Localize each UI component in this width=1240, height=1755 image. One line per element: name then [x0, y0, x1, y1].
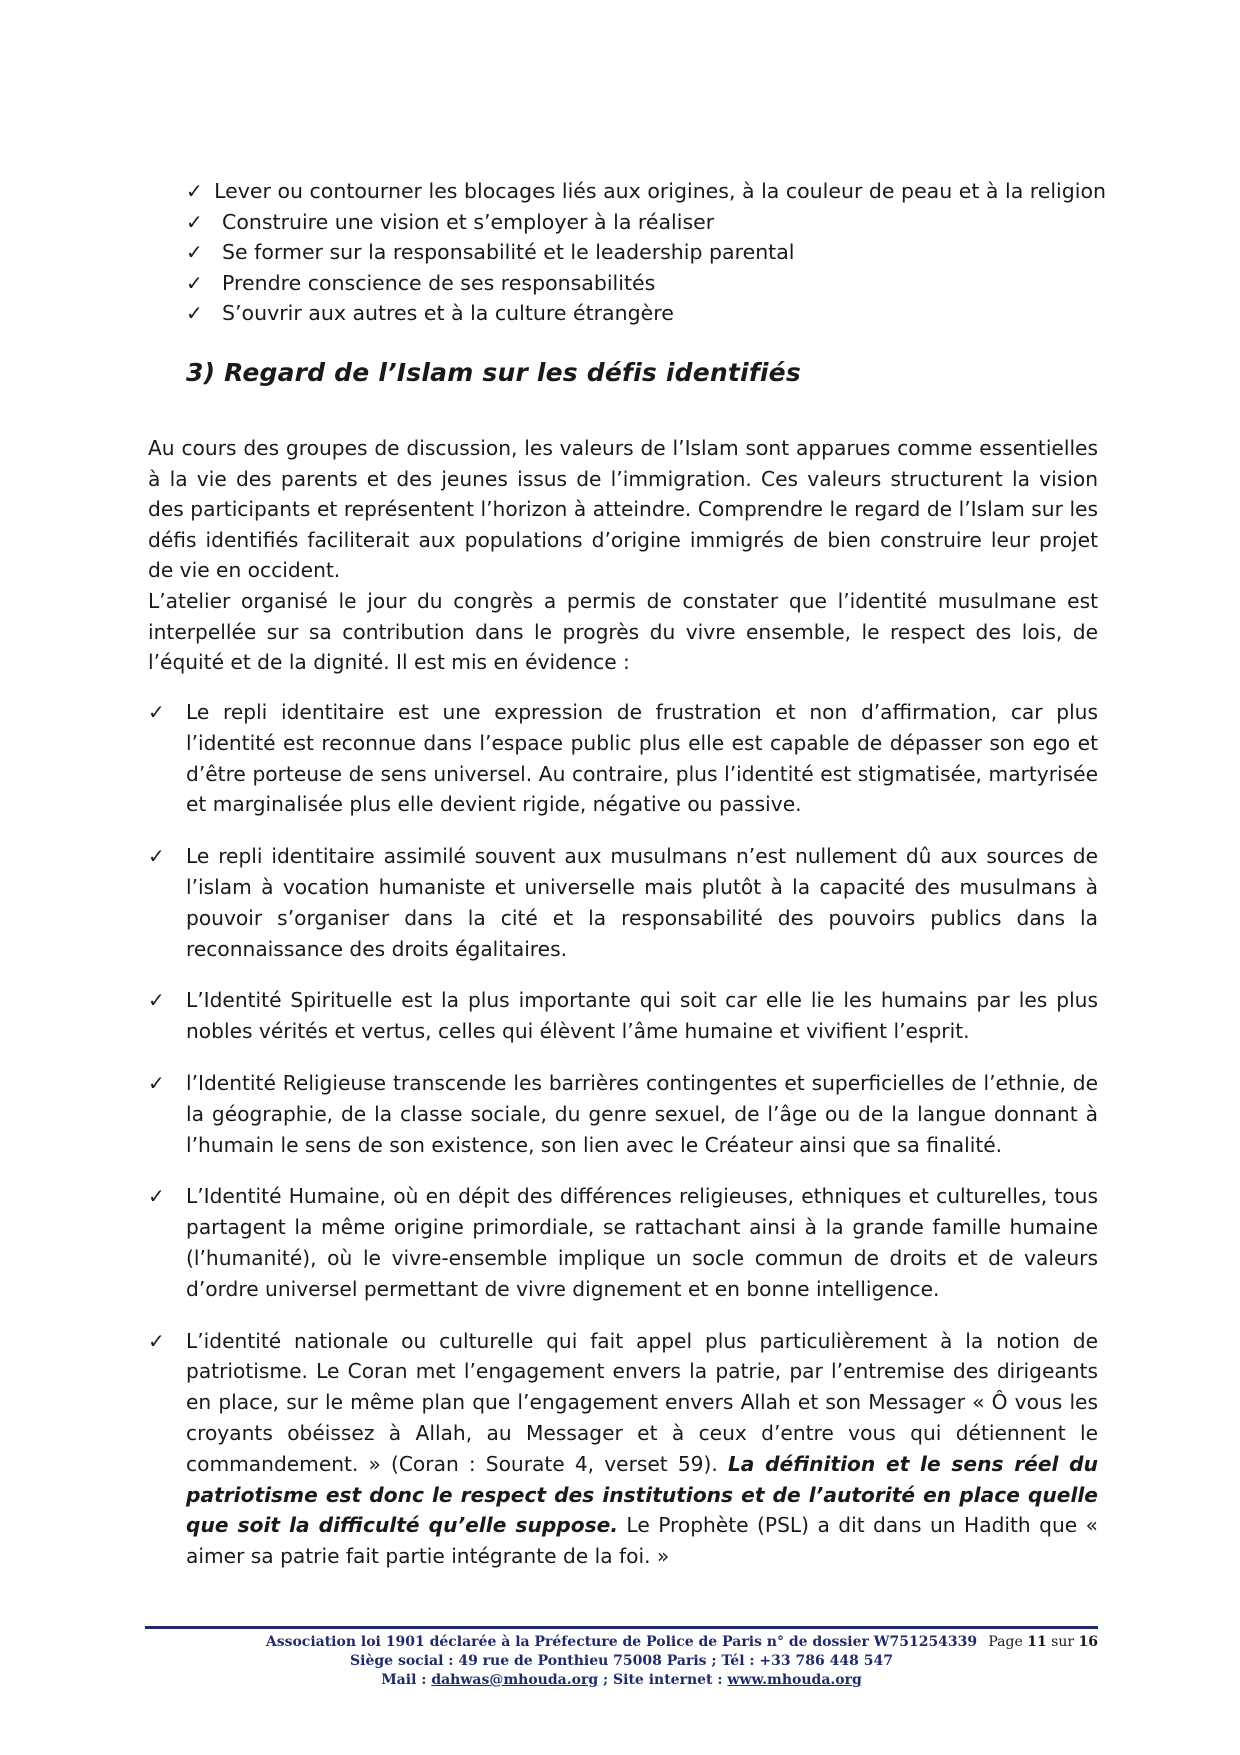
checkmark-icon: ✓ — [148, 1184, 165, 1209]
list-item-text: S’ouvrir aux autres et à la culture étrangère — [222, 301, 674, 325]
list-item — [148, 985, 1098, 1047]
patriotism-text: L’identité nationale ou culturelle qui fait appel plus particulièrement à la notion de patriotisme. Le Coran met l’engagement envers la patrie, par l’entremise des dirigeants en place, sur le même plan que l’engagement envers Allah et son Messager « Ô vous les croyants obéissez à Allah, au Messager et à ceux d’entre vous qui détiennent le commandement. » (Coran : Sourate 4, verset 59). — [186, 1328, 1098, 1476]
footer-line-2: Siège social : 49 rue de Ponthieu 75008 Paris ; Tél : +33 786 448 547 — [350, 1653, 893, 1669]
identity-checklist — [148, 697, 1098, 1572]
footer-line-3: Mail : dahwas@mhouda.org ; Site internet : www.mhouda.org — [381, 1672, 862, 1688]
association-info: Association loi 1901 déclarée à la Préfecture de Police de Paris n° de dossier W751254339 — [265, 1634, 978, 1650]
list-item — [186, 207, 1106, 238]
list-item-text: L’Identité Humaine, où en dépit des différences religieuses, ethniques et culturelles, tous partagent la même origine primordiale, se rattachant ainsi à la grande famille humaine (l’humanité), où le vivre-ensemble implique un socle commun de droits et de valeurs d’ordre universel permettant de vivre dignement et en bonne intelligence. — [186, 1184, 1098, 1301]
checkmark-icon: ✓ — [186, 240, 203, 264]
paragraph-workshop: L’atelier organisé le jour du congrès a permis de constater que l’identité musulmane est interpellée sur sa contribution dans le progrès du vivre ensemble, le respect des lois, de l’équité et de la dignité. Il est mis en évidence : — [148, 589, 1098, 674]
list-item — [186, 237, 1106, 268]
list-item — [148, 1181, 1098, 1304]
page-number: Page 11 sur 16 — [988, 1634, 1098, 1650]
checkmark-icon: ✓ — [148, 988, 165, 1013]
list-item-text: Construire une vision et s’employer à la réaliser — [222, 209, 715, 234]
page-total: 16 — [1078, 1634, 1098, 1650]
list-item-text: Prendre conscience de ses responsabilités — [222, 270, 656, 295]
list-item — [148, 697, 1098, 820]
email-link[interactable]: dahwas@mhouda.org — [431, 1672, 599, 1688]
checkmark-icon: ✓ — [148, 844, 165, 869]
paragraph-intro: Au cours des groupes de discussion, les valeurs de l’Islam sont apparues comme essentielles à la vie des parents et des jeunes issus de l’immigration. Ces valeurs structurent la vision des participants et représentent l’horizon à atteindre. Comprendre le regard de l’Islam sur les défis identifiés faciliterait aux populations d’origine immigrés de bien construire leur projet de vie en occident. — [148, 436, 1098, 582]
list-item — [148, 1326, 1098, 1572]
patriotism-emphasis: La définition et le sens réel du patriotisme est donc le respect des institutions et de l’autorité en place quelle que soit la difficulté qu’elle suppose. — [186, 1451, 1099, 1538]
list-item — [186, 298, 1106, 329]
list-item — [148, 841, 1098, 964]
list-item — [186, 176, 1106, 207]
checkmark-icon: ✓ — [186, 179, 203, 203]
list-item — [148, 1068, 1098, 1160]
checkmark-icon: ✓ — [186, 301, 203, 325]
page-current: 11 — [1027, 1634, 1047, 1650]
checkmark-icon: ✓ — [186, 209, 203, 234]
list-item-text: Le repli identitaire est une expression de frustration et non d’affirmation, car plus l’identité est reconnue dans l’espace public plus elle est capable de dépasser son ego et d’être porteuse de sens universel. Au contraire, plus l’identité est stigmatisée, martyrisée et marginalisée plus elle devient rigide, négative ou passive. — [186, 700, 1098, 817]
list-item-text: L’Identité Spirituelle est la plus importante qui soit car elle lie les humains par les plus nobles vérités et vertus, celles qui élèvent l’âme humaine et vivifient l’esprit. — [186, 988, 1098, 1044]
website-link[interactable]: www.mhouda.org — [727, 1672, 862, 1688]
section-heading: 3) Regard de l’Islam sur les défis identifiés — [186, 358, 801, 387]
list-item-text: Le repli identitaire assimilé souvent aux musulmans n’est nullement dû aux sources de l’islam à vocation humaniste et universelle mais plutôt à la capacité des musulmans à pouvoir s’organiser dans la cité et la responsabilité des pouvoirs publics dans la reconnaissance des droits égalitaires. — [186, 844, 1098, 961]
checkmark-icon: ✓ — [186, 270, 203, 295]
checkmark-icon: ✓ — [148, 1328, 165, 1353]
top-checklist — [186, 176, 1106, 329]
footer-divider — [145, 1626, 1098, 1629]
list-item-text: Lever ou contourner les blocages liés aux origines, à la couleur de peau et à la religion — [214, 179, 1106, 203]
list-item — [186, 268, 1106, 299]
list-item-text: l’Identité Religieuse transcende les barrières contingentes et superficielles de l’ethnie, de la géographie, de la classe sociale, du genre sexuel, de l’âge ou de la langue donnant à l’humain le sens de son existence, son lien avec le Créateur ainsi que sa finalité. — [186, 1070, 1098, 1157]
checkmark-icon: ✓ — [148, 1070, 165, 1095]
footer-line-1 — [145, 1633, 1098, 1652]
list-item-text — [186, 1326, 1098, 1572]
list-item-text: Se former sur la responsabilité et le leadership parental — [222, 240, 795, 264]
checkmark-icon: ✓ — [148, 700, 165, 724]
hadith-text: Le Prophète (PSL) a dit dans un Hadith que « aimer sa patrie fait partie intégrante de la foi. » — [186, 1513, 1098, 1569]
page-footer — [145, 1633, 1098, 1690]
